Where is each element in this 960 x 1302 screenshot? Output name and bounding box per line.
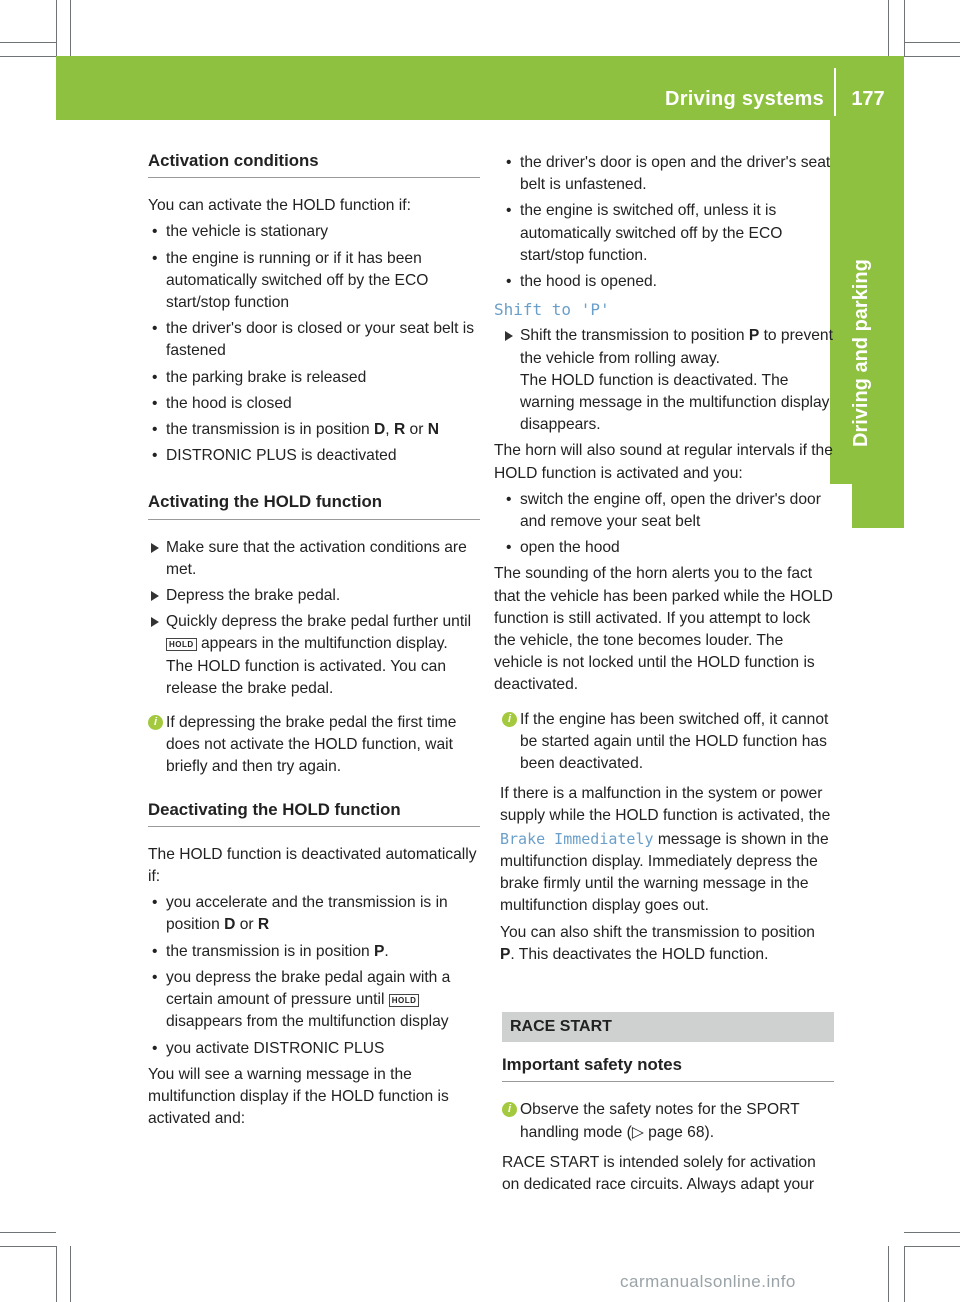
text: appears in the multifunction display.	[196, 635, 448, 653]
text: you accelerate and the transmission is in position	[166, 894, 448, 934]
text: to prevent the vehicle from rolling away.	[520, 327, 833, 367]
info-note	[502, 1099, 834, 1143]
gear-label: P	[374, 942, 385, 960]
step-arrow-icon	[505, 331, 513, 341]
step-result: The HOLD function is activated. You can release the brake pedal.	[166, 657, 446, 697]
text: the transmission is in position	[166, 942, 375, 960]
page-header	[56, 56, 904, 120]
text: disappears from the multifunction display	[166, 1013, 449, 1031]
paragraph: You will see a warning message in the multifunction display if the HOLD function is activated and:	[148, 1065, 449, 1128]
crop-mark	[56, 1246, 57, 1302]
crop-mark	[904, 1246, 905, 1302]
crop-mark	[888, 1246, 889, 1302]
list-item: • switch the engine off, open the driver's door and remove your seat belt	[502, 489, 834, 533]
step-arrow-icon	[151, 543, 159, 553]
paragraph: The sounding of the horn alerts you to the fact that the vehicle has been parked while the HOLD function is still activated. If you attempt to lock the vehicle, the tone becomes louder. The vehicle is not locked until the HOLD function is deactivated.	[494, 565, 833, 694]
text: Observe the safety notes for the SPORT handling mode (▷ page 68).	[520, 1101, 800, 1141]
heading-important-safety-notes: Important safety notes	[502, 1054, 834, 1082]
paragraph	[500, 783, 834, 917]
info-note	[148, 712, 480, 779]
step-arrow-icon	[151, 591, 159, 601]
heading-activating-hold: Activating the HOLD function	[148, 491, 480, 519]
step-item	[148, 537, 480, 581]
text: or	[405, 421, 428, 439]
list-item: • DISTRONIC PLUS is deactivated	[148, 445, 480, 467]
list-item	[148, 892, 480, 936]
hold-indicator-icon: HOLD	[166, 638, 197, 651]
heading-activation-conditions: Activation conditions	[148, 150, 480, 178]
heading-deactivating-hold: Deactivating the HOLD function	[148, 799, 480, 827]
list-item	[148, 967, 480, 1034]
page-number: 177	[851, 88, 885, 110]
text: If the engine has been switched off, it cannot be started again until the HOLD function has been deactivated.	[520, 710, 829, 773]
crop-mark	[56, 0, 57, 56]
info-icon: i	[502, 712, 517, 727]
text: If there is a malfunction in the system or power supply while the HOLD function is activated, the	[500, 785, 831, 825]
hold-indicator-icon: HOLD	[389, 994, 420, 1007]
right-column	[494, 152, 834, 1200]
section-heading-race-start: RACE START	[502, 1012, 834, 1042]
paragraph	[500, 922, 834, 966]
paragraph: You can activate the HOLD function if:	[148, 197, 411, 215]
text: Make sure that the activation conditions are met.	[166, 538, 467, 578]
list-item: • the engine is running or if it has been automatically switched off by the ECO start/stop function	[148, 248, 480, 315]
text: If depressing the brake pedal the first time does not activate the HOLD function, wait briefly and then try again.	[166, 714, 457, 776]
info-icon: i	[502, 1102, 517, 1117]
header-divider	[834, 68, 836, 116]
text: message is shown in the multifunction display. Immediately depress the brake firmly until the warning message in the multifunction display goes out.	[500, 830, 829, 915]
crop-mark	[904, 42, 960, 43]
gear-label: D	[374, 421, 386, 439]
chapter-tab-marker	[852, 484, 904, 528]
crop-mark	[0, 42, 56, 43]
section-title: Driving systems	[664, 88, 824, 110]
crop-mark	[0, 56, 56, 57]
gear-label: R	[393, 421, 406, 439]
step-item	[502, 325, 834, 436]
step-result: The HOLD function is deactivated. The warning message in the multifunction display disappears.	[520, 371, 830, 434]
list-item	[148, 941, 480, 963]
list-item: • open the hood	[502, 537, 834, 559]
paragraph: RACE START is intended solely for activation on dedicated race circuits. Always adapt your	[502, 1153, 816, 1193]
list-item	[148, 419, 480, 441]
text: Quickly depress the brake pedal further until	[166, 613, 472, 631]
text: . This deactivates the HOLD function.	[510, 945, 769, 963]
paragraph: The horn will also sound at regular intervals if the HOLD function is activated and you:	[494, 442, 833, 482]
list-item: • the driver's door is closed or your seat belt is fastened	[148, 318, 480, 362]
text: you depress the brake pedal again with a certain amount of pressure until	[166, 968, 451, 1009]
crop-mark	[904, 56, 960, 57]
left-column	[148, 150, 480, 1134]
crop-mark	[888, 0, 889, 56]
step-arrow-icon	[151, 617, 159, 627]
text: Shift the transmission to position	[520, 327, 749, 345]
gear-label: P	[500, 945, 511, 963]
list-item: • the hood is opened.	[502, 271, 834, 293]
gear-label: P	[748, 327, 760, 345]
display-message-shift-to-p: Shift to 'P'	[494, 300, 610, 320]
chapter-tab-label: Driving and parking	[850, 259, 872, 447]
crop-mark	[904, 1246, 960, 1247]
crop-mark	[70, 1246, 71, 1302]
text: or	[235, 916, 258, 934]
crop-mark	[0, 1246, 56, 1247]
info-icon: i	[148, 715, 163, 730]
paragraph: The HOLD function is deactivated automatically if:	[148, 845, 477, 886]
text: ,	[385, 421, 394, 439]
crop-mark	[904, 0, 905, 56]
list-item: • you activate DISTRONIC PLUS	[148, 1038, 480, 1060]
list-item: • the hood is closed	[148, 393, 480, 415]
list-item: • the vehicle is stationary	[148, 221, 480, 243]
crop-mark	[0, 1232, 56, 1233]
text: .	[384, 942, 389, 960]
display-message-brake-immediately: Brake Immediately	[500, 829, 654, 848]
crop-mark	[70, 0, 71, 56]
text: You can also shift the transmission to position	[500, 923, 815, 941]
gear-label: R	[257, 916, 270, 934]
text: Depress the brake pedal.	[166, 587, 341, 605]
list-item: • the parking brake is released	[148, 367, 480, 389]
watermark: carmanualsonline.info	[620, 1272, 796, 1291]
list-item: • the driver's door is open and the driver's seat belt is unfastened.	[502, 152, 834, 196]
step-item	[148, 585, 480, 607]
gear-label: N	[427, 421, 440, 439]
list-item: • the engine is switched off, unless it is automatically switched off by the ECO start/stop function.	[502, 200, 834, 267]
gear-label: D	[224, 916, 236, 934]
info-note	[502, 709, 834, 776]
text: the transmission is in position	[166, 421, 375, 439]
crop-mark	[904, 1232, 960, 1233]
step-item	[148, 611, 480, 700]
